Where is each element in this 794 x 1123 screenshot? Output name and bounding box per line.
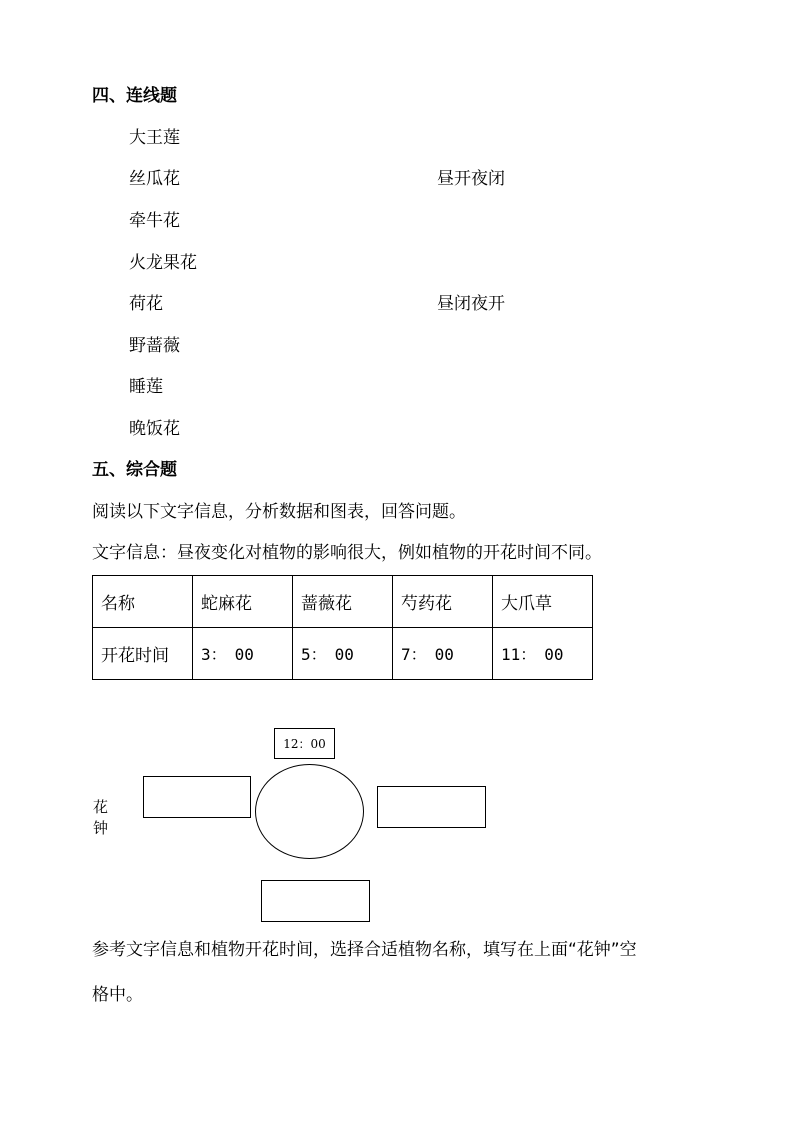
section5-info: 文字信息：昼夜变化对植物的影响很大，例如植物的开花时间不同。 [92, 543, 602, 563]
match-right-item: 昼闭夜开 [437, 294, 505, 314]
question-line: 格中。 [92, 985, 143, 1005]
table-cell: 蔷薇花 [293, 576, 393, 628]
clock-top-label: 12：00 [274, 728, 335, 759]
clock-side-label: 花钟 [93, 798, 109, 837]
table-cell: 5： 00 [293, 628, 393, 680]
match-right-item: 昼开夜闭 [437, 169, 505, 189]
section5-title: 五、综合题 [92, 460, 177, 480]
table-cell: 蛇麻花 [193, 576, 293, 628]
table-row [93, 576, 593, 628]
match-left-item: 荷花 [129, 294, 163, 314]
match-left-item: 睡莲 [129, 377, 163, 397]
table-cell: 7： 00 [393, 628, 493, 680]
section5-intro: 阅读以下文字信息，分析数据和图表，回答问题。 [92, 502, 466, 522]
clock-blank-bottom[interactable] [261, 880, 370, 922]
match-left-item: 野蔷薇 [129, 336, 180, 356]
match-left-item: 牵牛花 [129, 211, 180, 231]
match-left-item: 大王莲 [129, 128, 180, 148]
clock-blank-right[interactable] [377, 786, 486, 828]
match-left-item: 火龙果花 [129, 253, 197, 273]
flower-time-table [92, 575, 593, 680]
table-header-cell: 开花时间 [93, 628, 193, 680]
clock-blank-left[interactable] [143, 776, 251, 818]
table-cell: 大爪草 [493, 576, 593, 628]
question-line: 参考文字信息和植物开花时间，选择合适植物名称，填写在上面“花钟”空 [92, 940, 637, 960]
match-left-item: 丝瓜花 [129, 169, 180, 189]
section4-title: 四、连线题 [92, 86, 177, 106]
clock-face [255, 764, 364, 859]
table-row [93, 628, 593, 680]
table-header-cell: 名称 [93, 576, 193, 628]
table-cell: 3： 00 [193, 628, 293, 680]
table-cell: 11： 00 [493, 628, 593, 680]
table-cell: 芍药花 [393, 576, 493, 628]
match-left-item: 晚饭花 [129, 419, 180, 439]
